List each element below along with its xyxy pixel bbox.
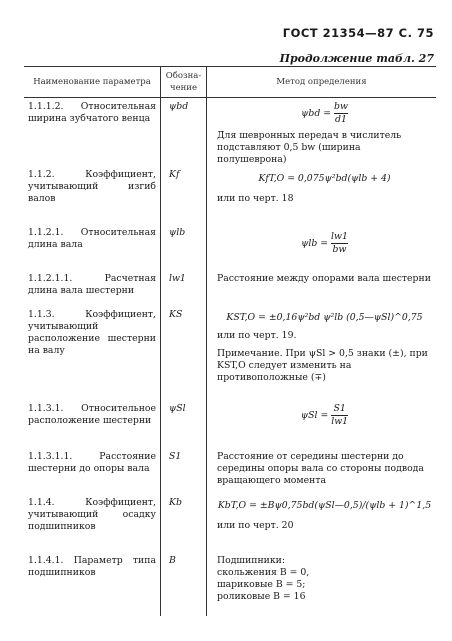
table-row: [24, 306, 436, 400]
column-header-method: Метод определения: [207, 67, 437, 98]
parameter-name: 1.1.2.1.1. Расчетная длина вала шестерни: [28, 273, 156, 296]
table-row: [24, 448, 436, 494]
table-row: [24, 98, 436, 167]
parameter-symbol: Kb: [161, 494, 207, 552]
method-line: Подшипники:: [217, 555, 285, 566]
parameter-name: 1.1.1.2. Относительная ширина зубчатого венца: [28, 101, 156, 124]
formula: [217, 101, 432, 126]
column-header-symbol: Обозна-чение: [161, 67, 207, 98]
method-text: или по черт. 20: [217, 520, 294, 531]
formula: KST,O = ±0,16ψ²bd ψ²lb (0,5—ψSl)^0,75: [226, 312, 423, 323]
table-continuation-label: Продолжение табл. 27: [279, 52, 434, 65]
column-header-name: Наименование параметра: [24, 67, 161, 98]
method-text: Расстояние между опорами вала шестерни: [207, 270, 437, 306]
fraction-denominator: lw1: [331, 416, 349, 427]
fraction: [334, 101, 348, 126]
parameter-name: 1.1.2. Коэффициент, учитывающий изгиб валов: [28, 169, 156, 204]
parameter-symbol: B: [161, 552, 207, 616]
method-cell: [207, 224, 437, 270]
fraction-denominator: d1: [335, 114, 347, 125]
method-cell: [207, 98, 437, 167]
parameters-table: [24, 66, 436, 616]
parameter-name: 1.1.3.1.1. Расстояние шестерни до опоры вала: [28, 451, 156, 474]
fraction-numerator: S1: [331, 403, 348, 416]
method-text: Для шевронных передач в числитель подставляют 0,5 bw (ширина полушеврона): [217, 130, 402, 165]
formula-lhs: ψbd =: [301, 108, 332, 119]
fraction: [331, 403, 348, 428]
method-line: роликовые B = 16: [217, 591, 306, 602]
parameter-name: 1.1.4. Коэффициент, учитывающий осадку подшипников: [28, 497, 156, 532]
formula: [217, 231, 432, 256]
parameter-symbol: Kf: [161, 166, 207, 224]
fraction-denominator: bw: [332, 244, 347, 255]
table-row: [24, 224, 436, 270]
method-text: Расстояние от середины шестерни до середины опоры вала со стороны подвода вращающего момента: [207, 448, 437, 494]
parameter-symbol: ψbd: [161, 98, 207, 167]
formula-lhs: ψSl =: [300, 410, 329, 421]
parameter-symbol: ψlb: [161, 224, 207, 270]
method-cell: [207, 306, 437, 400]
parameter-name: 1.1.4.1. Параметр типа подшипников: [28, 555, 156, 578]
method-line: шариковые B = 5;: [217, 579, 306, 590]
parameter-name: 1.1.3. Коэффициент, учитывающий расположение шестерни на валу: [28, 309, 156, 356]
method-cell: [207, 166, 437, 224]
parameter-symbol: lw1: [161, 270, 207, 306]
method-cell: [207, 494, 437, 552]
parameter-symbol: KS: [161, 306, 207, 400]
table-row: [24, 166, 436, 224]
table-row: [24, 552, 436, 616]
formula-lhs: ψlb =: [301, 238, 329, 249]
method-text: или по черт. 19.: [217, 330, 297, 341]
fraction-numerator: bw: [334, 101, 348, 112]
formula: KfT,O = 0,075ψ²bd(ψlb + 4): [258, 173, 391, 184]
parameter-name: 1.1.3.1. Относительное расположение шестерни: [28, 403, 156, 426]
table-header-row: [24, 67, 436, 98]
method-line: скольжения B = 0,: [217, 567, 310, 578]
fraction-numerator: lw1: [331, 231, 348, 242]
table-row: [24, 270, 436, 306]
fraction: [331, 231, 348, 256]
parameter-symbol: ψSl: [161, 400, 207, 448]
method-text: или по черт. 18: [217, 193, 294, 204]
note-text: Примечание. При ψSl > 0,5 знаки (±), при KST,O следует изменить на противоположные (∓): [217, 348, 428, 383]
parameter-name: 1.1.2.1. Относительная длина вала: [28, 227, 156, 250]
formula: KbT,O = ±Bψ0,75bd(ψSl—0,5)/(ψlb + 1)^1,5: [217, 500, 432, 511]
parameter-symbol: S1: [161, 448, 207, 494]
page-header: ГОСТ 21354—87 С. 75: [282, 26, 434, 40]
table-row: [24, 400, 436, 448]
method-cell: [207, 552, 437, 616]
table-row: [24, 494, 436, 552]
method-cell: [207, 400, 437, 448]
formula: [217, 403, 432, 428]
